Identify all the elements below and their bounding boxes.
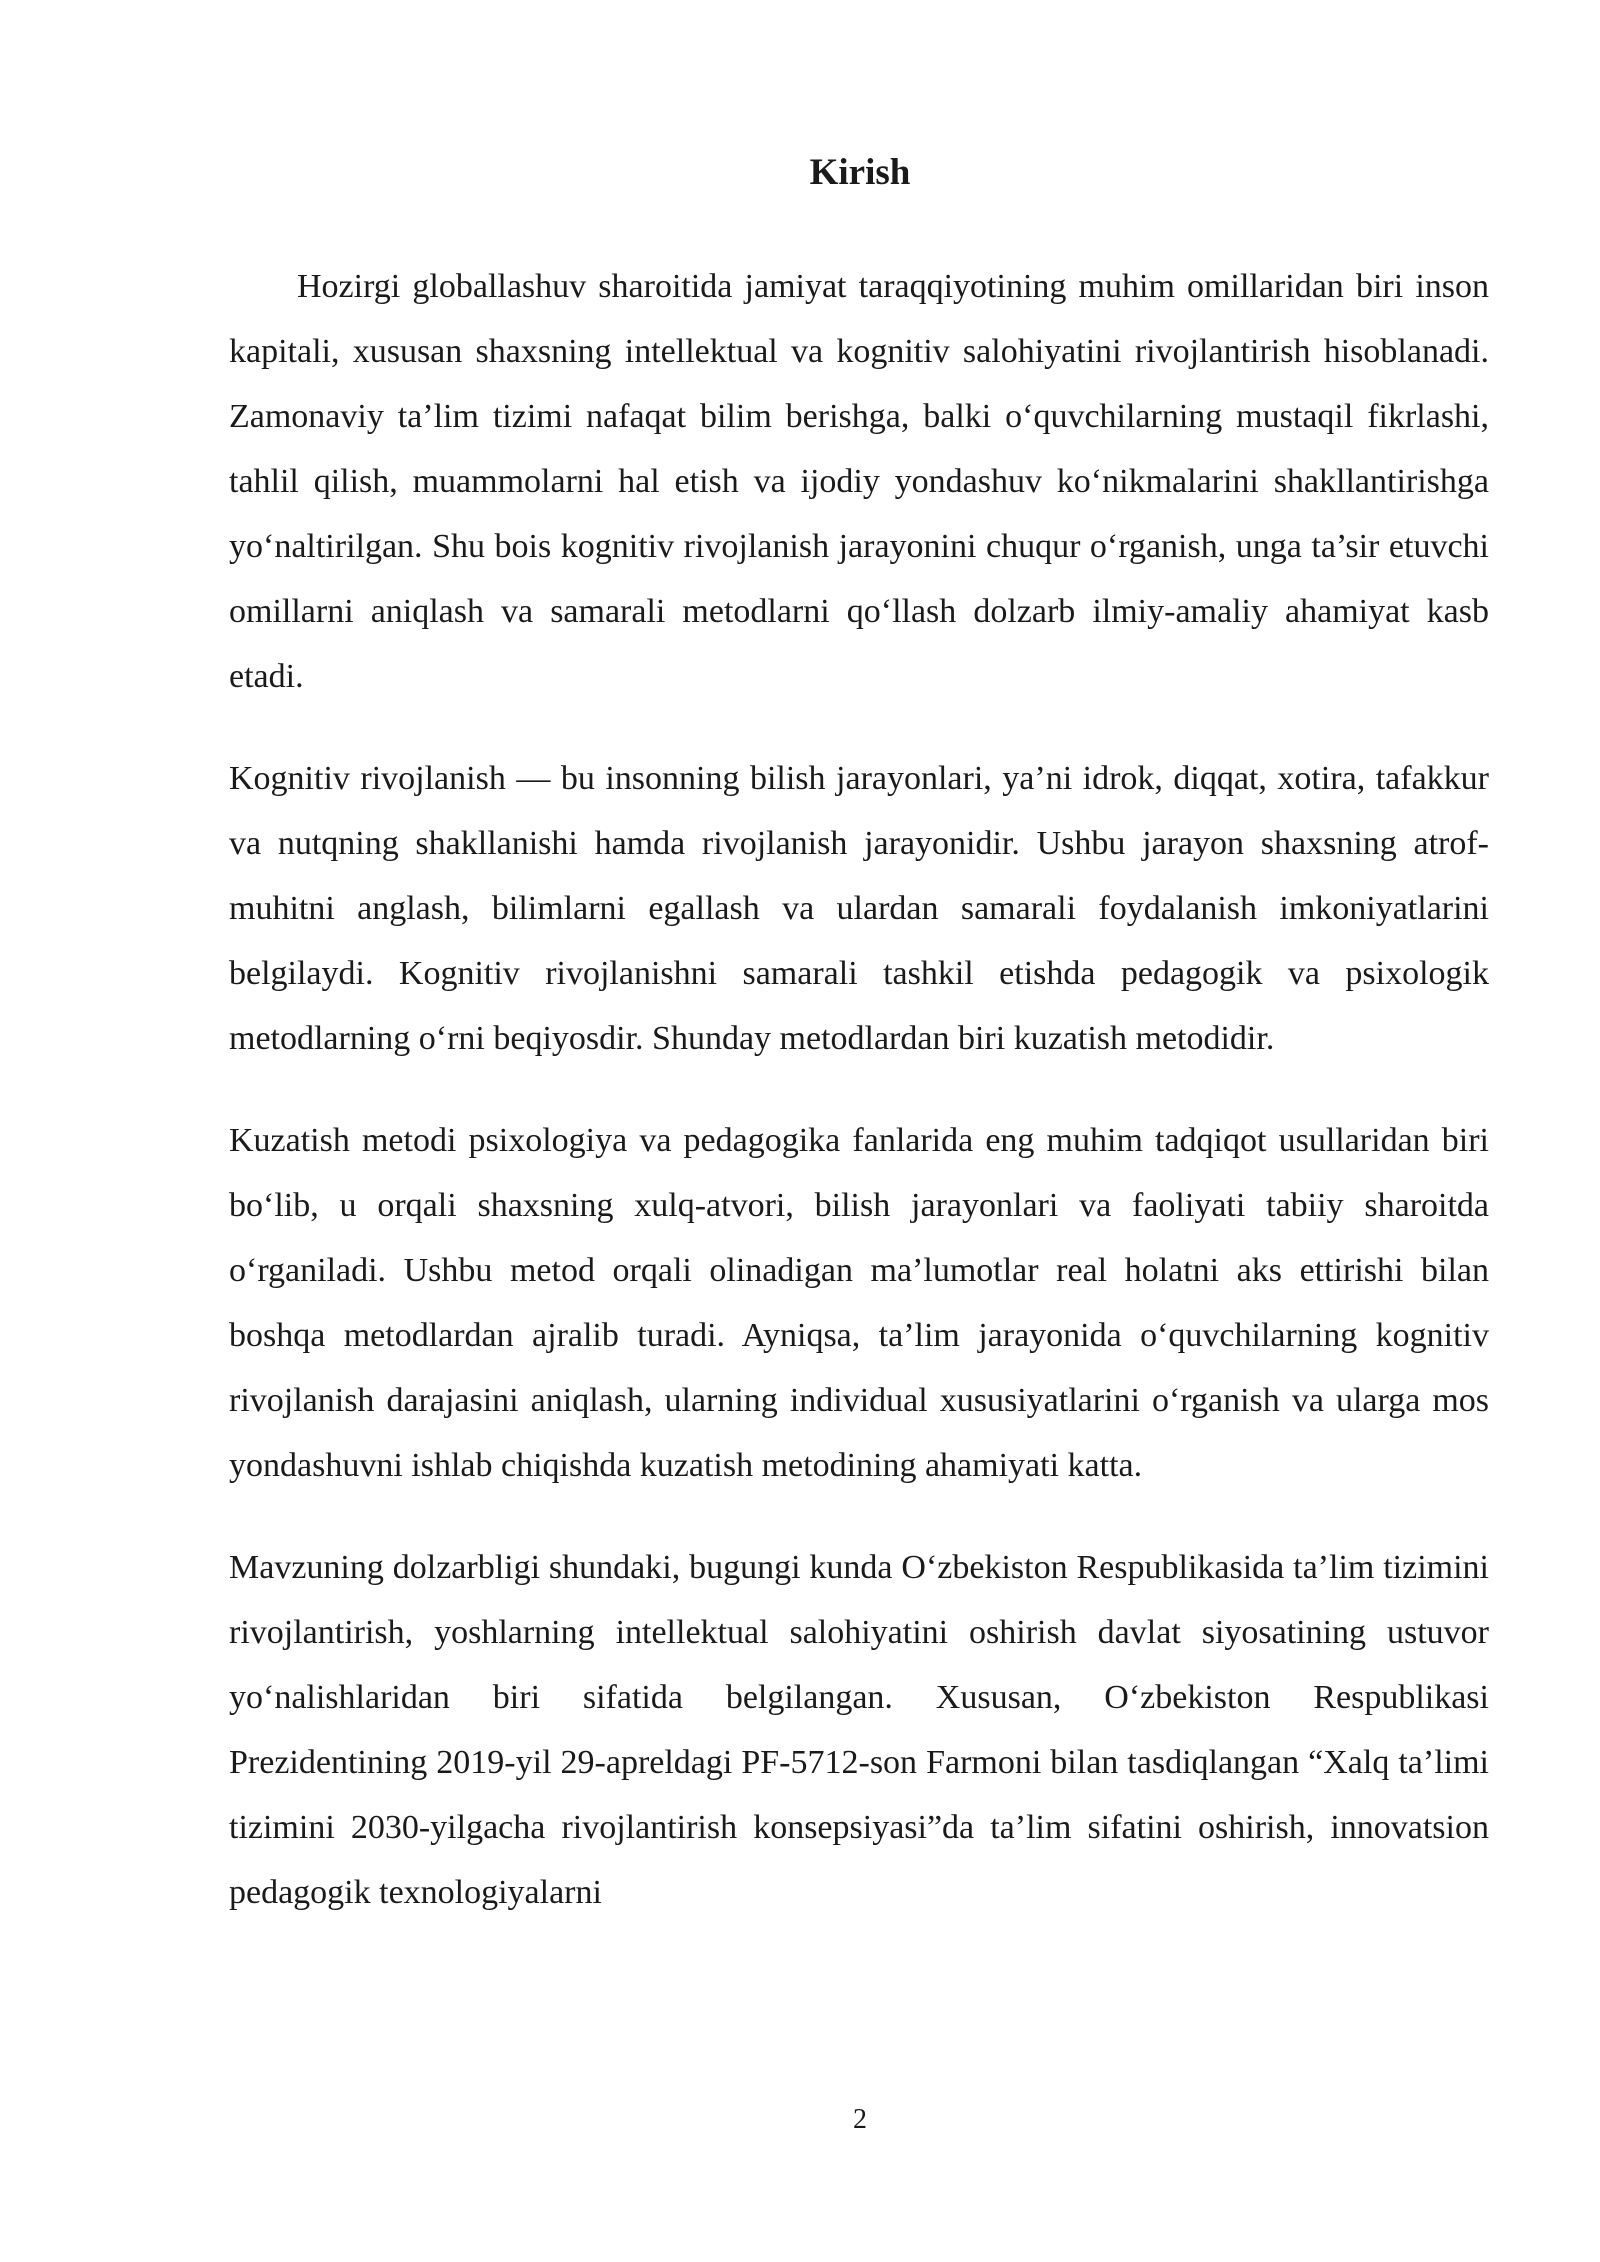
body-text: [229, 254, 1489, 1962]
paragraph-1: Hozirgi globallashuv sharoitida jamiyat taraqqiyotining muhim omillaridan biri inson kapitali, xususan shaxsning intellektual va kognitiv salohiyatini rivojlantirish hisoblanadi. Zamonaviy ta’lim tizimi nafaqat bilim berishga, balki o‘quvchilarning mustaqil fikrlashi, tahlil qilish, muammolarni hal etish va ijodiy yondashuv ko‘nikmalarini shakllantirishga yo‘naltirilgan. Shu bois kognitiv rivojlanish jarayonini chuqur o‘rganish, unga ta’sir etuvchi omillarni aniqlash va samarali metodlarni qo‘llash dolzarb ilmiy-amaliy ahamiyat kasb etadi.: [229, 268, 1489, 695]
page-title: Kirish: [809, 152, 911, 193]
paragraph-2: Kognitiv rivojlanish — bu insonning bilish jarayonlari, ya’ni idrok, diqqat, xotira, tafakkur va nutqning shakllanishi hamda rivojlanish jarayonidir. Ushbu jarayon shaxsning atrof-muhitni anglash, bilimlarni egallash va ulardan samarali foydalanish imkoniyatlarini belgilaydi. Kognitiv rivojlanishni samarali tashkil etishda pedagogik va psixologik metodlarning o‘rni beqiyosdir. Shunday metodlardan biri kuzatish metodidir.: [229, 760, 1489, 1057]
paragraph-4: Mavzuning dolzarbligi shundaki, bugungi kunda O‘zbekiston Respublikasida ta’lim tizimini rivojlantirish, yoshlarning intellektual salohiyatini oshirish davlat siyosatining ustuvor yo‘nalishlaridan biri sifatida belgilangan. Xususan, O‘zbekiston Respublikasi Prezidentining 2019-yil 29-apreldagi PF-5712-son Farmoni bilan tasdiqlangan “Xalq ta’limi tizimini 2030-yilgacha rivojlantirish konsepsiyasi”da ta’lim sifatini oshirish, innovatsion pedagogik texnologiyalarni: [229, 1549, 1489, 1911]
paragraph-3: Kuzatish metodi psixologiya va pedagogika fanlarida eng muhim tadqiqot usullaridan biri bo‘lib, u orqali shaxsning xulq-atvori, bilish jarayonlari va faoliyati tabiiy sharoitda o‘rganiladi. Ushbu metod orqali olinadigan ma’lumotlar real holatni aks ettirishi bilan boshqa metodlardan ajralib turadi. Ayniqsa, ta’lim jarayonida o‘quvchilarning kognitiv rivojlanish darajasini aniqlash, ularning individual xususiyatlarini o‘rganish va ularga mos yondashuvni ishlab chiqishda kuzatish metodining ahamiyati katta.: [229, 1122, 1489, 1484]
page-number: 2: [853, 2104, 867, 2135]
